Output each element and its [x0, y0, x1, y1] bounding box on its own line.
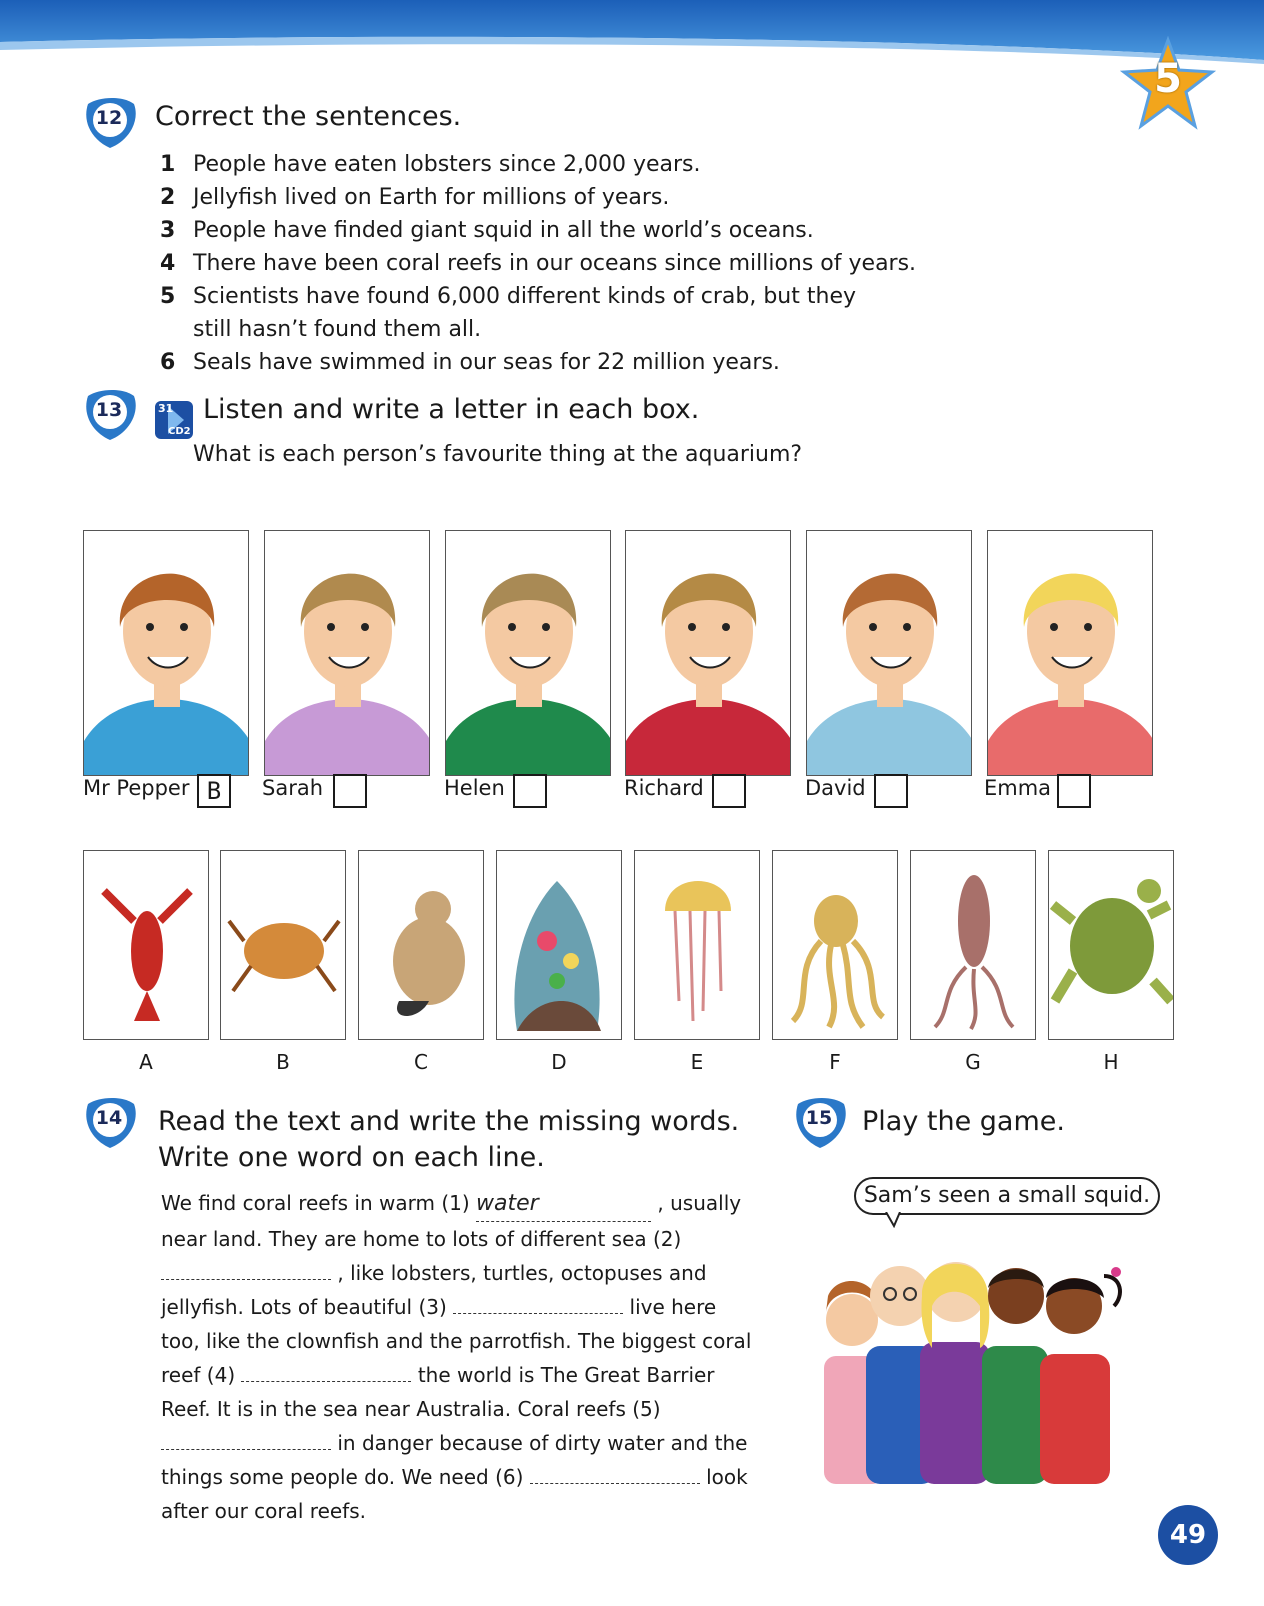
creature-letter: A	[139, 1050, 153, 1074]
children-group-illustration	[816, 1236, 1142, 1484]
creature-card	[910, 850, 1036, 1040]
item-number: 4	[160, 251, 176, 276]
creature-card	[83, 850, 209, 1040]
person-name: Mr Pepper	[83, 776, 190, 800]
cd-track-number: 31	[158, 402, 174, 415]
answer-line-3[interactable]	[453, 1297, 623, 1314]
item-number: 6	[160, 350, 176, 375]
person-portrait-icon	[446, 531, 611, 776]
unit-star-badge	[1120, 36, 1216, 132]
person-name: Helen	[444, 776, 505, 800]
portrait-card	[625, 530, 791, 776]
answer-line-6[interactable]	[530, 1467, 700, 1484]
unit-number: 5	[1154, 56, 1182, 102]
creature-card	[772, 850, 898, 1040]
creature-letter: F	[829, 1050, 841, 1074]
text-segment: in danger because of dirty water and the things some people do. We need (6)	[161, 1431, 748, 1489]
exercise-badge-14	[80, 1094, 140, 1152]
exercise-badge-13	[80, 386, 140, 444]
cd-label: CD2	[168, 426, 191, 437]
top-banner	[0, 0, 1264, 72]
item-text: People have finded giant squid in all the world’s oceans.	[193, 218, 814, 243]
list-item	[160, 247, 920, 280]
exercise-13-question: What is each person’s favourite thing at the aquarium?	[193, 442, 803, 467]
exercise-badge-15	[790, 1094, 850, 1152]
coral-icon	[497, 851, 622, 1040]
text-segment: the world is The Great Barrier Reef. It is in the sea near Australia. Coral reefs (5)	[161, 1363, 715, 1421]
person-name: Emma	[984, 776, 1052, 800]
jellyfish-icon	[635, 851, 760, 1040]
creature-letter: H	[1103, 1050, 1119, 1074]
exercise-badge-12	[80, 94, 140, 152]
item-text: Scientists have found 6,000 different kinds of crab, but they still hasn’t found them all.	[193, 284, 856, 342]
person-portrait-icon	[626, 531, 791, 776]
cd-audio-icon[interactable]	[154, 400, 194, 440]
item-number: 5	[160, 284, 176, 309]
answer-box[interactable]	[1057, 774, 1091, 808]
gap-fill-text	[161, 1186, 761, 1528]
list-item	[160, 280, 893, 346]
exercise-12-heading: Correct the sentences.	[155, 101, 462, 132]
speech-tail-icon	[884, 1212, 904, 1228]
sentence-list	[160, 148, 920, 379]
answer-line-4[interactable]	[241, 1365, 411, 1382]
portrait-card	[987, 530, 1153, 776]
answer-box[interactable]	[874, 774, 908, 808]
creature-letter: E	[690, 1050, 704, 1074]
person-portrait-icon	[265, 531, 430, 776]
creature-card	[220, 850, 346, 1040]
portrait-card	[445, 530, 611, 776]
page-number: 49	[1158, 1505, 1218, 1565]
text-segment: , usually near land. They are home to lots of different sea (2)	[161, 1191, 742, 1251]
creature-card	[496, 850, 622, 1040]
exercise-15-heading: Play the game.	[862, 1106, 1065, 1137]
item-text: Seals have swimmed in our seas for 22 million years.	[193, 350, 780, 375]
list-item	[160, 148, 920, 181]
person-name: David	[805, 776, 866, 800]
exercise-number: 13	[95, 399, 123, 421]
crab-icon	[221, 851, 346, 1040]
text-segment: live here too, like the clownfish and the parrotfish. The biggest coral reef (4)	[161, 1295, 752, 1387]
creature-card	[1048, 850, 1174, 1040]
answer-line-1[interactable]	[476, 1186, 651, 1222]
creature-letter: C	[414, 1050, 428, 1074]
item-text: There have been coral reefs in our oceans since millions of years.	[193, 251, 917, 276]
answer-box[interactable]	[712, 774, 746, 808]
exercise-number: 14	[95, 1107, 123, 1129]
item-number: 2	[160, 185, 176, 210]
item-text: Jellyfish lived on Earth for millions of years.	[193, 185, 670, 210]
person-portrait-icon	[807, 531, 972, 776]
list-item	[160, 214, 920, 247]
squid-icon	[911, 851, 1036, 1040]
exercise-number: 15	[805, 1107, 833, 1129]
answer-line-5[interactable]	[161, 1433, 331, 1450]
list-item	[160, 181, 920, 214]
lobster-icon	[84, 851, 209, 1040]
item-number: 1	[160, 152, 176, 177]
text-segment: look after our coral reefs.	[161, 1465, 748, 1523]
portrait-card	[806, 530, 972, 776]
list-item	[160, 346, 920, 379]
item-number: 3	[160, 218, 176, 243]
person-name: Sarah	[262, 776, 324, 800]
creature-card	[634, 850, 760, 1040]
octopus-icon	[773, 851, 898, 1040]
speech-bubble	[854, 1177, 1160, 1215]
seal-icon	[359, 851, 484, 1040]
portrait-card	[83, 530, 249, 776]
item-text: People have eaten lobsters since 2,000 years.	[193, 152, 701, 177]
exercise-13-heading: Listen and write a letter in each box.	[203, 394, 700, 425]
text-segment: , like lobsters, turtles, octopuses and jellyfish. Lots of beautiful (3)	[161, 1261, 707, 1319]
person-portrait-icon	[988, 531, 1153, 776]
turtle-icon	[1049, 851, 1174, 1040]
creature-letter: D	[551, 1050, 567, 1074]
person-portrait-icon	[84, 531, 249, 776]
speech-text: Sam’s seen a small squid.	[863, 1183, 1151, 1208]
answer-line-2[interactable]	[161, 1263, 331, 1280]
creature-card	[358, 850, 484, 1040]
answer-box[interactable]: B	[197, 774, 231, 808]
creature-letter: G	[965, 1050, 981, 1074]
portrait-card	[264, 530, 430, 776]
exercise-number: 12	[95, 107, 123, 129]
answer-box[interactable]	[333, 774, 367, 808]
creature-letter: B	[276, 1050, 290, 1074]
person-name: Richard	[624, 776, 704, 800]
exercise-14-heading: Read the text and write the missing words.	[158, 1106, 740, 1137]
answer-box[interactable]	[513, 774, 547, 808]
handwritten-answer: water	[476, 1191, 539, 1216]
exercise-14-subheading: Write one word on each line.	[158, 1142, 545, 1173]
text-segment: We find coral reefs in warm (1)	[161, 1191, 477, 1215]
